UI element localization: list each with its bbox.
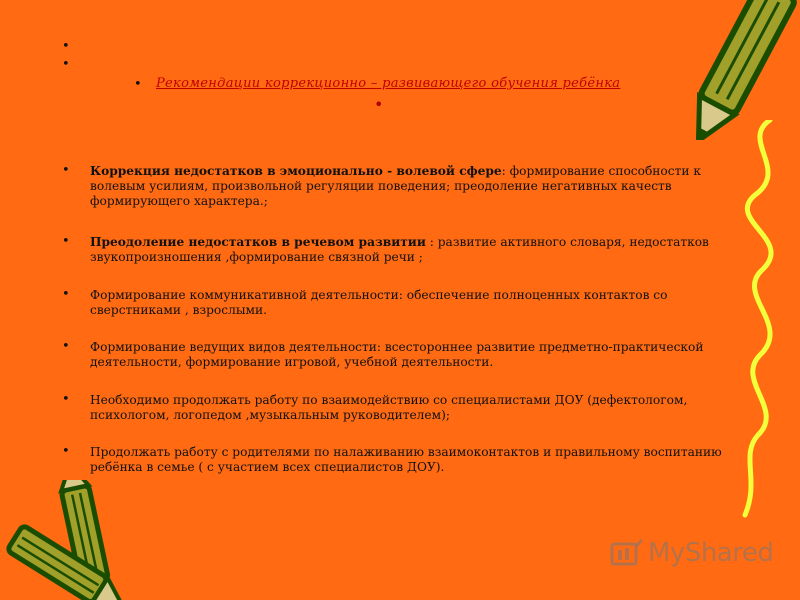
item-text <box>90 288 722 318</box>
slide-title: Рекомендации коррекционно – развивающего обучения ребёнка <box>156 76 621 91</box>
item-rest: Продолжать работу с родителями по налаживанию взаимоконтактов и правильному воспитанию ребёнка в семье ( с участием всех специалистов ДОУ). <box>90 445 722 474</box>
item-text <box>90 164 722 209</box>
watermark <box>606 536 776 572</box>
item-text <box>90 393 722 423</box>
red-bullet: • <box>374 95 384 114</box>
item-bullet: • <box>62 392 70 407</box>
empty-bullet-1: • <box>62 39 70 54</box>
item-rest: Формирование ведущих видов деятельности: всестороннее развитие предметно-практической деятельности, формирование игровой, учебной деятельности. <box>90 340 704 369</box>
title-bullet: • <box>134 77 142 92</box>
item-bullet: • <box>62 444 70 459</box>
item-bold: Коррекция недостатков в эмоционально - волевой сфере <box>90 164 502 178</box>
watermark-text: MyShared <box>648 538 774 568</box>
pencil-icon <box>672 0 800 140</box>
item-bullet: • <box>62 163 70 178</box>
empty-bullet-2: • <box>62 57 70 72</box>
item-text <box>90 235 722 265</box>
item-rest: : развитие активного словаря, недостатков звукопроизношения ,формирование связной речи ; <box>90 235 709 264</box>
item-text <box>90 445 722 475</box>
item-text <box>90 340 722 370</box>
item-bold: Преодоление недостатков в речевом развитии <box>90 235 426 249</box>
item-rest: : формирование способности к волевым усилиям, произвольной регуляции поведения; преодоление негативных качеств формирующего характера.; <box>90 164 701 208</box>
pencils-icon <box>0 480 140 600</box>
item-bullet: • <box>62 339 70 354</box>
item-bullet: • <box>62 234 70 249</box>
item-rest: Необходимо продолжать работу по взаимодействию со специалистами ДОУ (дефектологом, психологом, логопедом ,музыкальным руководителем); <box>90 393 688 422</box>
squiggle-line-icon <box>700 120 800 520</box>
myshared-logo-icon <box>610 538 644 570</box>
item-bullet: • <box>62 287 70 302</box>
item-rest: Формирование коммуникативной деятельности: обеспечение полноценных контактов со сверстниками , взрослыми. <box>90 288 668 317</box>
